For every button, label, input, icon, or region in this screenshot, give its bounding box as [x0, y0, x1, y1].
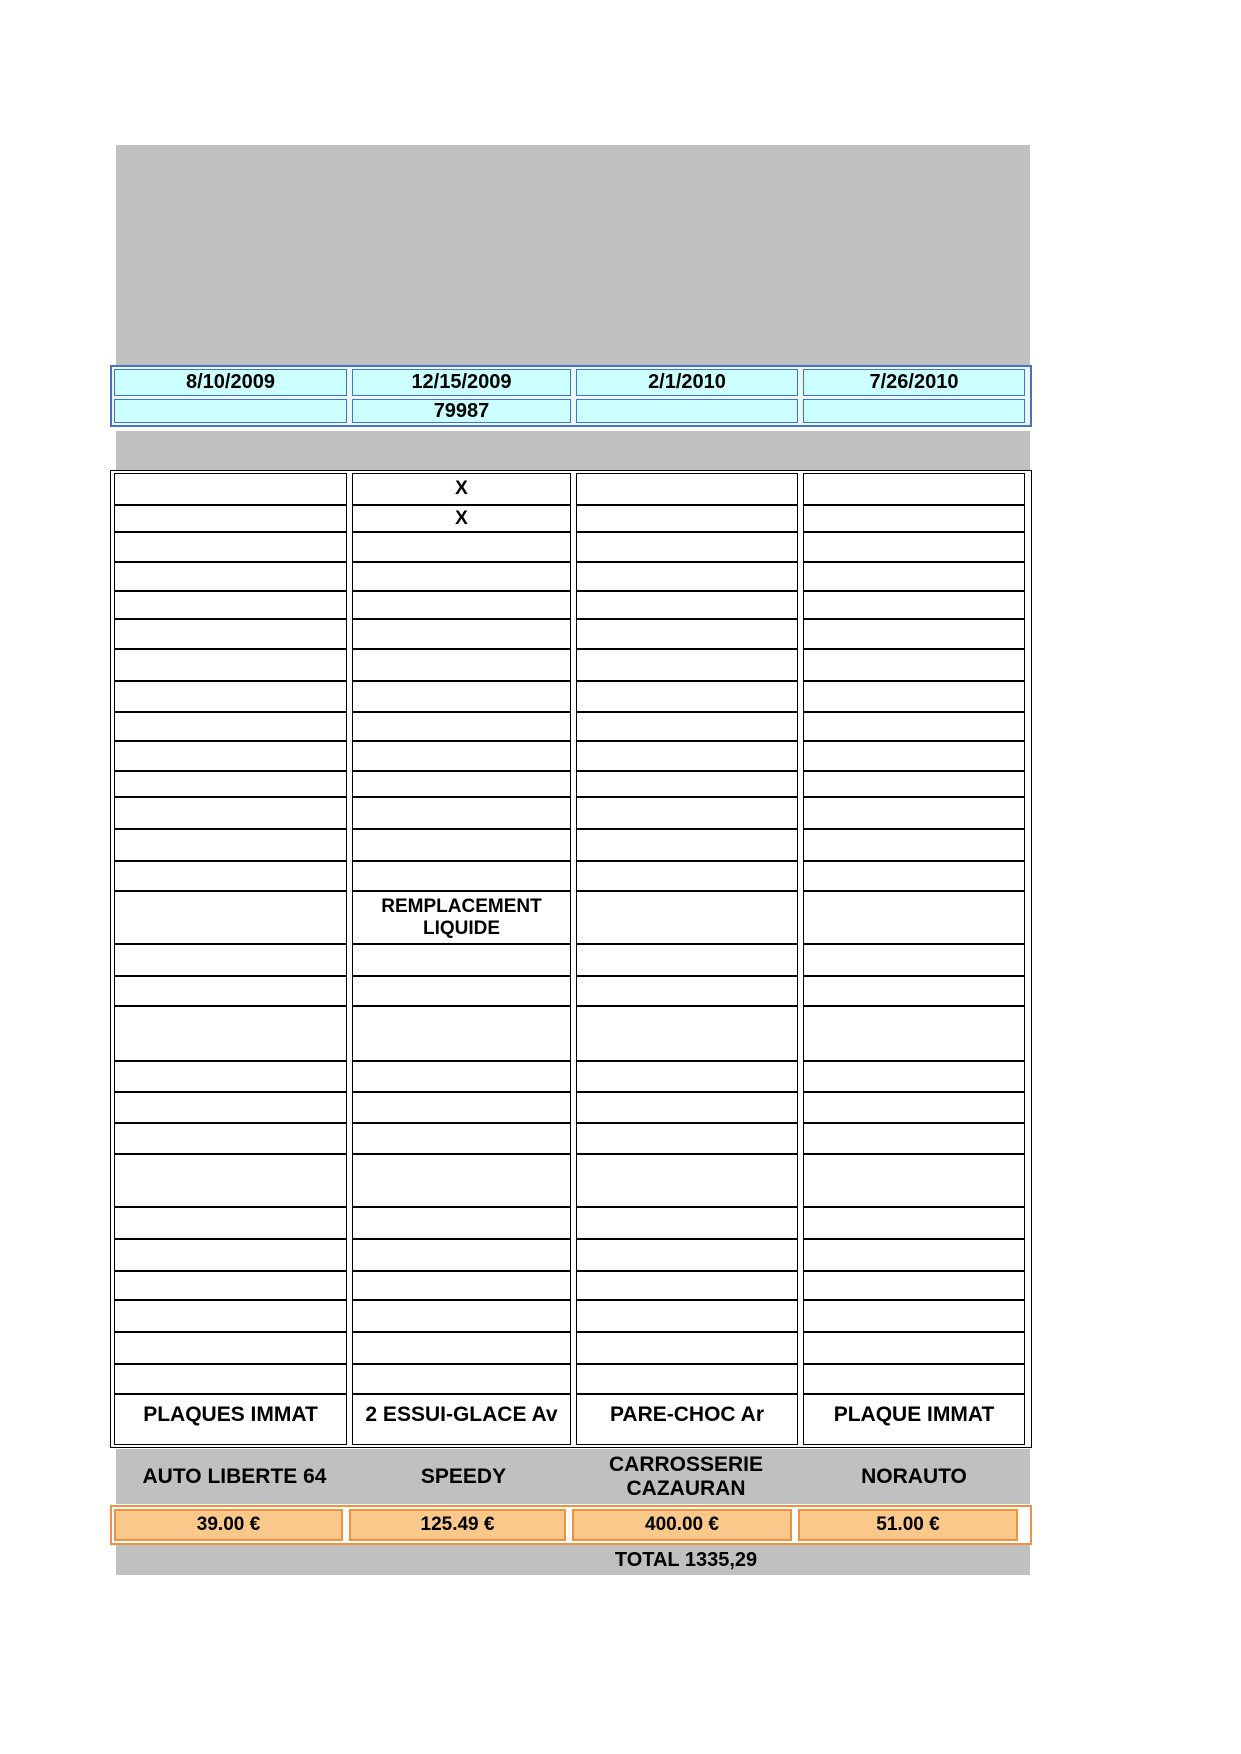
grid-row	[114, 1006, 1028, 1061]
grid-cell	[576, 741, 798, 771]
date-cell: 7/26/2010	[803, 369, 1025, 396]
grid-row	[114, 591, 1028, 619]
price-cell: 51.00 €	[798, 1509, 1018, 1541]
grid-cell	[114, 532, 347, 562]
grid-cell	[576, 591, 798, 619]
grid-cell	[576, 1154, 798, 1207]
grid-row	[114, 1207, 1028, 1239]
grid-cell	[803, 591, 1025, 619]
grid-cell	[114, 861, 347, 891]
grid-cell	[352, 591, 571, 619]
grid-cell	[803, 741, 1025, 771]
grid-row	[114, 771, 1028, 797]
grid-cell	[114, 473, 347, 505]
grid-cell	[803, 1364, 1025, 1394]
grid-row	[114, 829, 1028, 861]
grid-cell	[803, 829, 1025, 861]
grid-cell	[352, 1123, 571, 1154]
grid-cell	[352, 771, 571, 797]
grid-cell	[803, 891, 1025, 944]
grid-cell	[114, 1006, 347, 1061]
grid-cell	[576, 1239, 798, 1271]
grid-cell	[803, 861, 1025, 891]
grid-cell	[352, 1154, 571, 1207]
grid-row	[114, 891, 1028, 944]
grid-cell	[114, 681, 347, 712]
odometer-cell: 79987	[352, 399, 571, 423]
grid-cell	[114, 741, 347, 771]
grid-row	[114, 505, 1028, 532]
grid-cell	[803, 532, 1025, 562]
grid-cell	[576, 1006, 798, 1061]
vendor-label: NORAUTO	[861, 1464, 967, 1488]
grid-row	[114, 741, 1028, 771]
price-cell: 125.49 €	[349, 1509, 566, 1541]
grid-cell	[576, 861, 798, 891]
grid-cell	[114, 1154, 347, 1207]
total-label: TOTAL 1335,29	[614, 1548, 758, 1571]
grid-cell	[803, 1092, 1025, 1123]
grid-row	[114, 619, 1028, 649]
grid-cell	[803, 1123, 1025, 1154]
grid-row	[114, 1394, 1028, 1445]
grid-cell	[352, 944, 571, 976]
grid-cell	[576, 1207, 798, 1239]
grid-cell	[576, 532, 798, 562]
grid-cell	[803, 944, 1025, 976]
grid-cell	[114, 1092, 347, 1123]
grid-cell	[352, 829, 571, 861]
grid-cell	[803, 1154, 1025, 1207]
grid-cell	[576, 1332, 798, 1364]
grid-cell	[803, 1271, 1025, 1300]
grid-cell	[114, 649, 347, 681]
grid-row	[114, 1123, 1028, 1154]
grid-row	[114, 797, 1028, 829]
date-header-table	[110, 365, 1032, 427]
grid-cell	[576, 619, 798, 649]
spacer-band	[116, 431, 1030, 470]
vendor-label: SPEEDY	[420, 1464, 507, 1488]
grid-cell	[576, 681, 798, 712]
vendor-label: CARROSSERIE CAZAURAN	[608, 1453, 764, 1500]
grid-cell	[114, 619, 347, 649]
grid-cell	[352, 741, 571, 771]
grid-cell: X	[352, 473, 571, 505]
grid-cell	[803, 1207, 1025, 1239]
grid-cell	[576, 944, 798, 976]
grid-cell	[114, 712, 347, 741]
grid-cell	[803, 771, 1025, 797]
grid-cell	[114, 944, 347, 976]
grid-row	[114, 1239, 1028, 1271]
date-cell: 2/1/2010	[576, 369, 798, 396]
service-grid	[110, 470, 1032, 1448]
grid-cell	[114, 562, 347, 591]
grid-cell	[352, 1092, 571, 1123]
grid-cell	[352, 1061, 571, 1092]
grid-row	[114, 1061, 1028, 1092]
grid-cell	[803, 1006, 1025, 1061]
grid-row	[114, 976, 1028, 1006]
grid-row	[114, 944, 1028, 976]
vendor-label: AUTO LIBERTE 64	[142, 1464, 327, 1488]
odometer-cell	[576, 399, 798, 423]
grid-cell	[576, 976, 798, 1006]
grid-cell	[114, 1207, 347, 1239]
grid-cell	[803, 1332, 1025, 1364]
grid-cell	[576, 1364, 798, 1394]
grid-row	[114, 1300, 1028, 1332]
grid-row	[114, 712, 1028, 741]
grid-cell	[114, 1239, 347, 1271]
grid-cell	[352, 681, 571, 712]
grid-cell	[352, 861, 571, 891]
grid-cell	[803, 562, 1025, 591]
grid-cell	[114, 891, 347, 944]
vendor-band	[116, 1449, 1030, 1504]
grid-row	[114, 1364, 1028, 1394]
grid-cell	[352, 1271, 571, 1300]
grid-cell	[576, 562, 798, 591]
grid-cell	[352, 532, 571, 562]
grid-cell	[114, 829, 347, 861]
date-cell: 12/15/2009	[352, 369, 571, 396]
grid-cell: PARE-CHOC Ar	[576, 1394, 798, 1445]
grid-row	[114, 562, 1028, 591]
price-row	[110, 1505, 1032, 1545]
grid-row	[114, 861, 1028, 891]
grid-cell	[352, 1207, 571, 1239]
grid-cell	[114, 1271, 347, 1300]
grid-cell	[352, 712, 571, 741]
grid-cell	[576, 473, 798, 505]
grid-cell	[114, 1123, 347, 1154]
grid-cell	[803, 1239, 1025, 1271]
grid-cell	[803, 976, 1025, 1006]
grid-cell	[576, 1061, 798, 1092]
grid-cell	[576, 1092, 798, 1123]
grid-cell	[576, 1271, 798, 1300]
grid-cell	[576, 505, 798, 532]
grid-cell	[352, 976, 571, 1006]
grid-cell	[576, 1300, 798, 1332]
grid-cell: X	[352, 505, 571, 532]
grid-cell	[803, 797, 1025, 829]
odometer-cell	[803, 399, 1025, 423]
grid-row	[114, 1154, 1028, 1207]
grid-cell	[803, 681, 1025, 712]
grid-cell	[576, 891, 798, 944]
grid-row	[114, 1271, 1028, 1300]
grid-cell	[352, 1300, 571, 1332]
grid-cell: PLAQUE IMMAT	[803, 1394, 1025, 1445]
grid-row	[114, 473, 1028, 505]
grid-cell	[114, 771, 347, 797]
grid-cell	[576, 712, 798, 741]
grid-cell	[576, 771, 798, 797]
grid-cell	[352, 1239, 571, 1271]
total-band	[116, 1545, 1030, 1575]
grid-row	[114, 649, 1028, 681]
grid-cell	[803, 712, 1025, 741]
grid-cell: REMPLACEMENT LIQUIDE	[352, 891, 571, 944]
grid-cell	[803, 473, 1025, 505]
grid-cell	[114, 976, 347, 1006]
grid-cell	[114, 1364, 347, 1394]
grid-row	[114, 1092, 1028, 1123]
grid-cell	[576, 797, 798, 829]
grid-cell	[114, 1061, 347, 1092]
grid-cell	[114, 797, 347, 829]
grid-cell	[114, 1332, 347, 1364]
grid-cell	[803, 649, 1025, 681]
grid-cell	[352, 797, 571, 829]
date-cell: 8/10/2009	[114, 369, 347, 396]
grid-row	[114, 532, 1028, 562]
grid-cell	[114, 505, 347, 532]
grid-cell	[576, 829, 798, 861]
grid-cell	[803, 505, 1025, 532]
price-cell: 400.00 €	[572, 1509, 792, 1541]
grid-row	[114, 681, 1028, 712]
grid-cell	[803, 1061, 1025, 1092]
grid-cell	[352, 1332, 571, 1364]
grid-row	[114, 1332, 1028, 1364]
grid-cell	[352, 1364, 571, 1394]
grid-cell	[352, 1006, 571, 1061]
grid-cell	[352, 562, 571, 591]
grid-cell	[114, 591, 347, 619]
grid-cell	[803, 619, 1025, 649]
grid-cell	[576, 1123, 798, 1154]
grid-cell	[352, 619, 571, 649]
grid-cell	[114, 1300, 347, 1332]
header-block	[116, 145, 1030, 365]
price-cell: 39.00 €	[114, 1509, 343, 1541]
grid-cell	[576, 649, 798, 681]
odometer-cell	[114, 399, 347, 423]
grid-cell: 2 ESSUI-GLACE Av	[352, 1394, 571, 1445]
grid-cell	[803, 1300, 1025, 1332]
grid-cell	[352, 649, 571, 681]
grid-cell: PLAQUES IMMAT	[114, 1394, 347, 1445]
